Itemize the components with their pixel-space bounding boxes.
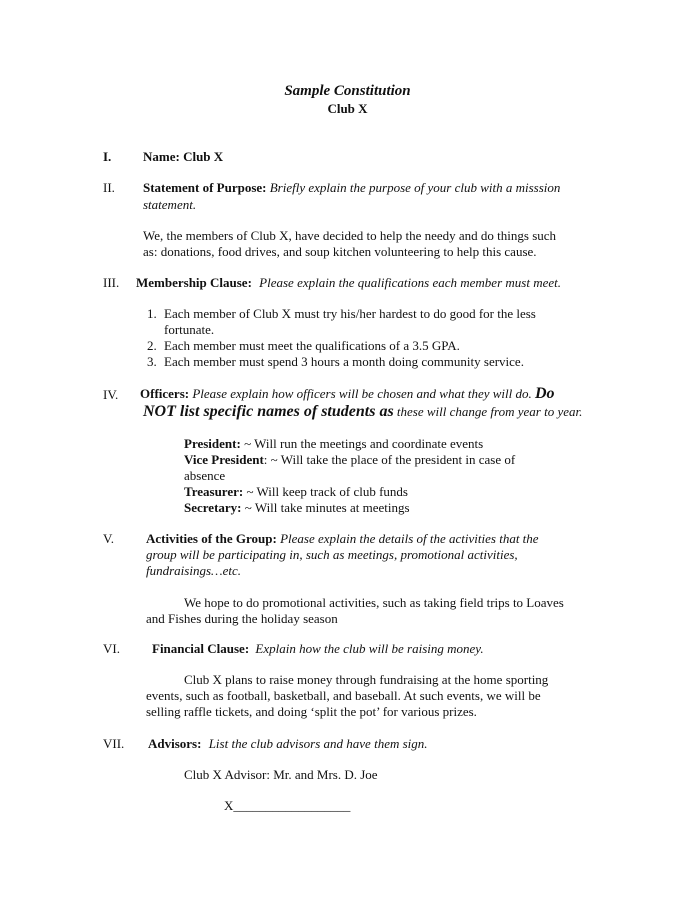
officer-description: ~ Will take minutes at meetings <box>244 500 410 515</box>
emphasis-text: Do <box>535 385 555 402</box>
section-number: III. <box>103 275 120 290</box>
section-heading: Officers: <box>140 386 190 401</box>
section-instruction: Briefly explain the purpose of your club with a misssion <box>269 180 561 195</box>
list-item-number: 2. <box>147 338 157 353</box>
list-item-number: 1. <box>147 306 157 321</box>
section-heading: Financial Clause: <box>152 641 250 656</box>
officer-description: ~ Will keep track of club funds <box>246 484 408 499</box>
section-heading: Statement of Purpose: <box>143 180 267 195</box>
officer-description-cont: absence <box>184 468 226 483</box>
list-item-cont: fortunate. <box>164 322 215 337</box>
section-body: and Fishes during the holiday season <box>146 611 338 626</box>
section-heading: Advisors: <box>148 736 202 751</box>
section-number: IV. <box>103 387 119 402</box>
emphasis-text: NOT list specific names of students as <box>143 403 394 420</box>
section-instruction: Please explain the details of the activities that the <box>280 531 539 546</box>
document-subtitle: Club X <box>327 101 368 116</box>
section-number: II. <box>103 180 115 195</box>
section-instruction: Please explain the qualifications each member must meet. <box>259 275 561 290</box>
list-item: Each member must spend 3 hours a month doing community service. <box>164 354 524 369</box>
section-body: We hope to do promotional activities, such as taking field trips to Loaves <box>184 595 564 610</box>
list-item: Each member must meet the qualifications of a 3.5 GPA. <box>164 338 460 353</box>
officer-role: Treasurer: <box>184 484 244 499</box>
section-instruction-cont: these will change from year to year. <box>396 404 583 419</box>
section-instruction: Please explain how officers will be chosen and what they will do. <box>192 386 532 401</box>
officer-description: : ~ Will take the place of the president in case of <box>263 452 516 467</box>
section-heading: Activities of the Group: <box>146 531 277 546</box>
section-number: V. <box>103 531 114 546</box>
officer-description: ~ Will run the meetings and coordinate events <box>244 436 484 451</box>
section-body: as: donations, food drives, and soup kitchen volunteering to help this cause. <box>143 244 537 259</box>
section-number: I. <box>103 149 112 164</box>
section-instruction: List the club advisors and have them sign. <box>208 736 428 751</box>
officer-role: President: <box>184 436 241 451</box>
document-title: Sample Constitution <box>284 83 411 99</box>
section-body: We, the members of Club X, have decided to help the needy and do things such <box>143 228 557 243</box>
officer-role: Vice President <box>184 452 264 467</box>
section-body: events, such as football, basketball, and baseball. At such events, we will be <box>146 688 541 703</box>
officer-role: Secretary: <box>184 500 242 515</box>
section-body: Club X plans to raise money through fundraising at the home sporting <box>184 672 549 687</box>
section-instruction-cont: statement. <box>143 197 197 212</box>
advisor-names: Club X Advisor: Mr. and Mrs. D. Joe <box>184 767 378 782</box>
section-heading: Name: Club X <box>143 149 224 164</box>
section-number: VII. <box>103 736 125 751</box>
section-body: selling raffle tickets, and doing ‘split the pot’ for various prizes. <box>146 704 477 719</box>
section-instruction-cont: group will be participating in, such as meetings, promotional activities, <box>146 547 518 562</box>
signature-line: X__________________ <box>224 798 351 813</box>
section-heading: Membership Clause: <box>136 275 252 290</box>
list-item-number: 3. <box>147 354 157 369</box>
section-number: VI. <box>103 641 120 656</box>
list-item: Each member of Club X must try his/her hardest to do good for the less <box>164 306 536 321</box>
section-instruction-cont: fundraisings…etc. <box>146 563 241 578</box>
section-instruction: Explain how the club will be raising money. <box>255 641 484 656</box>
